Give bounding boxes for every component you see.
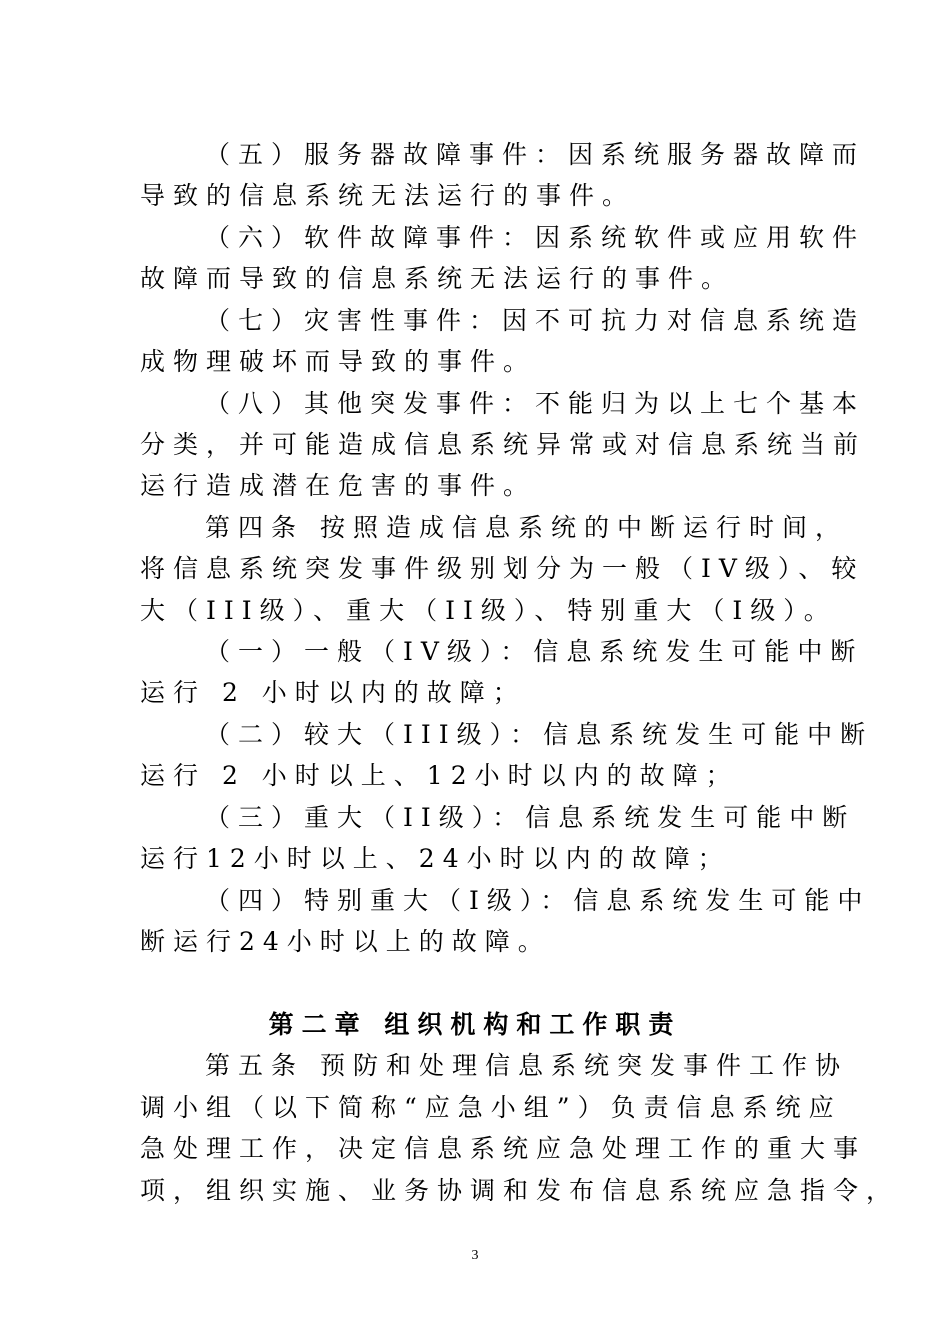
paragraph-line: 导致的信息系统无法运行的事件。 <box>140 181 636 210</box>
paragraph-line: （三）重大（II级）：信息系统发生可能中断 <box>205 803 856 832</box>
paragraph-line: 故障而导致的信息系统无法运行的事件。 <box>140 264 735 293</box>
paragraph-line: 运行 2 小时以内的故障； <box>140 678 526 707</box>
paragraph-line: 成物理破坏而导致的事件。 <box>140 347 537 376</box>
article-line: 第五条 预防和处理信息系统突发事件工作协 <box>205 1051 848 1080</box>
paragraph-line: 项，组织实施、业务协调和发布信息系统应急指令， <box>140 1176 900 1205</box>
paragraph-line: 急处理工作，决定信息系统应急处理工作的重大事 <box>140 1134 867 1163</box>
chapter-heading: 第二章 组织机构和工作职责 <box>268 1010 682 1039</box>
paragraph-line: （六）软件故障事件：因系统软件或应用软件 <box>205 223 866 252</box>
paragraph-line: 大（III级）、重大（II级）、特别重大（I级）。 <box>140 596 837 625</box>
paragraph-line: （七）灾害性事件：因不可抗力对信息系统造 <box>205 306 866 335</box>
paragraph-line: （五）服务器故障事件：因系统服务器故障而 <box>205 140 866 169</box>
paragraph-line: （二）较大（III级）：信息系统发生可能中断 <box>205 720 874 749</box>
paragraph-line: 分类，并可能造成信息系统异常或对信息系统当前 <box>140 430 867 459</box>
paragraph-line: 运行造成潜在危害的事件。 <box>140 471 537 500</box>
paragraph-line: 运行12小时以上、24小时以内的故障； <box>140 844 731 873</box>
paragraph-line: （一）一般（IV级）：信息系统发生可能中断 <box>205 637 864 666</box>
page-number: 3 <box>471 1248 479 1263</box>
paragraph-line: （八）其他突发事件：不能归为以上七个基本 <box>205 389 866 418</box>
paragraph-line: 将信息系统突发事件级别划分为一般（IV级）、较 <box>140 554 865 583</box>
paragraph-line: 调小组（以下简称“应急小组”）负责信息系统应 <box>140 1093 842 1122</box>
paragraph-line: 断运行24小时以上的故障。 <box>140 927 551 956</box>
paragraph-line: （四）特别重大（I级）：信息系统发生可能中 <box>205 886 871 915</box>
paragraph-line: 运行 2 小时以上、12小时以内的故障； <box>140 761 739 790</box>
article-line: 第四条 按照造成信息系统的中断运行时间， <box>205 513 848 542</box>
